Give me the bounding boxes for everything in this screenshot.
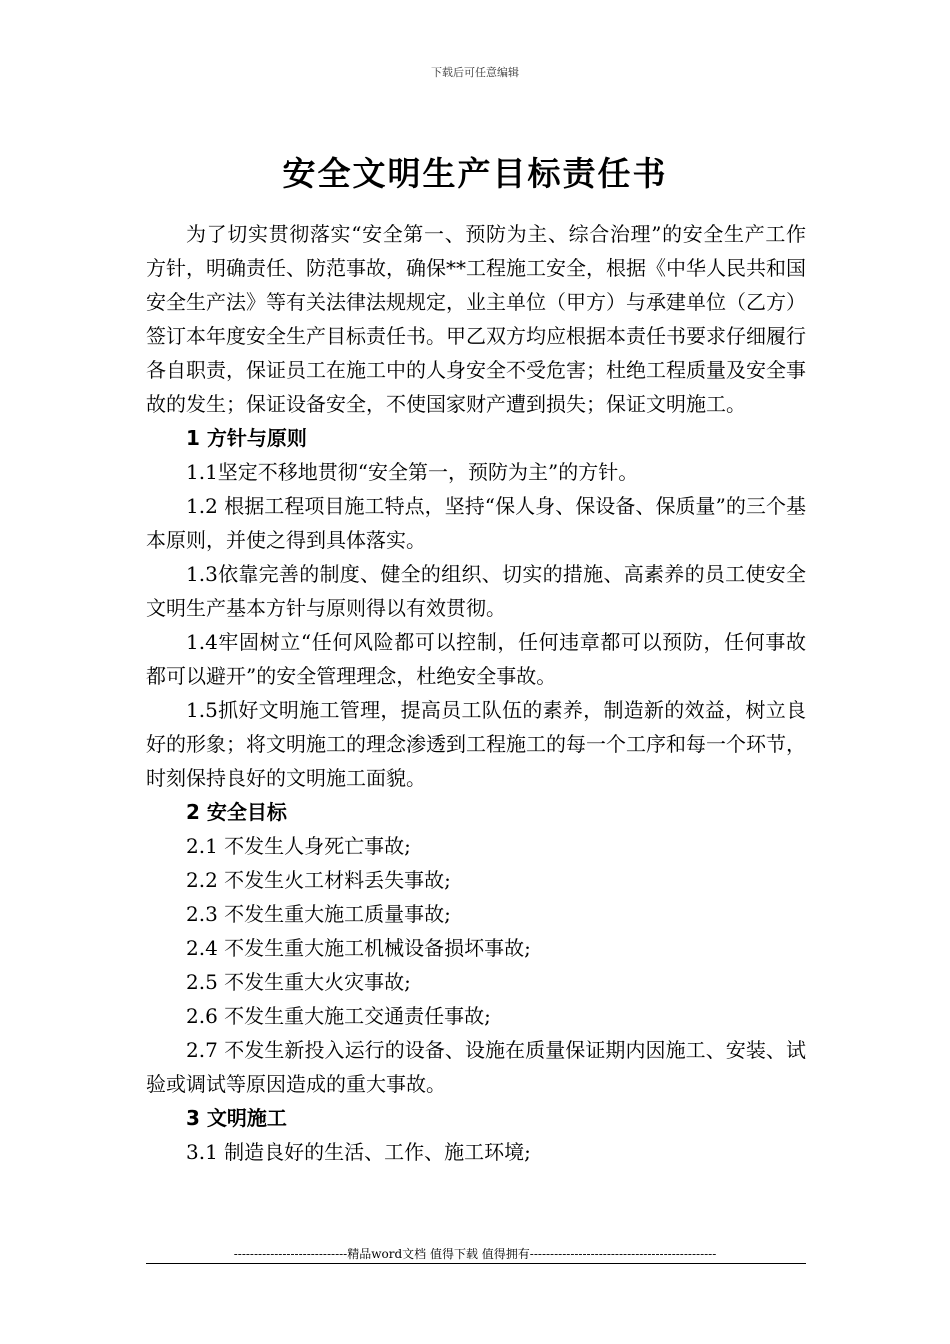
section-1-item: 1.5抓好文明施工管理，提高员工队伍的素养，制造新的效益，树立良好的形象；将文明施工的理念渗透到工程施工的每一个工序和每一个环节，时刻保持良好的文明施工面貌。 [146, 698, 806, 790]
section-2-item: 2.4 不发生重大施工机械设备损坏事故; [186, 936, 531, 960]
intro-paragraph: 为了切实贯彻落实“安全第一、预防为主、综合治理”的安全生产工作方针，明确责任、防范事故，确保**工程施工安全，根据《中华人民共和国安全生产法》等有关法律法规规定，业主单位（甲方）与承建单位（乙方）签订本年度安全生产目标责任书。甲乙双方均应根据本责任书要求仔细履行各自职责，保证员工在施工中的人身安全不受危害；杜绝工程质量及安全事故的发生；保证设备安全，不使国家财产遭到损失；保证文明施工。 [146, 222, 806, 416]
section-2-item: 2.2 不发生火工材料丢失事故; [186, 868, 451, 892]
section-1-item: 1.1坚定不移地贯彻“安全第一，预防为主”的方针。 [186, 460, 639, 484]
section-2-item: 2.7 不发生新投入运行的设备、设施在质量保证期内因施工、安装、试验或调试等原因造成的重大事故。 [146, 1038, 806, 1096]
section-2-item: 2.5 不发生重大火灾事故; [186, 970, 411, 994]
section-2-item: 2.1 不发生人身死亡事故; [186, 834, 411, 858]
section-2-heading: 2 安全目标 [186, 800, 287, 824]
document-title: 安全文明生产目标责任书 [282, 154, 668, 193]
section-1-item: 1.2 根据工程项目施工特点，坚持“保人身、保设备、保质量”的三个基本原则，并使之得到具体落实。 [146, 494, 806, 552]
section-3-item: 3.1 制造良好的生活、工作、施工环境; [186, 1140, 531, 1164]
footer-note: ----------------------------精品word文档 值得下载 值得拥有---------------------------------------------- [233, 1247, 717, 1261]
footer-divider [146, 1263, 806, 1264]
header-note: 下载后可任意编辑 [431, 66, 519, 79]
document-body [146, 217, 806, 1169]
section-3-heading: 3 文明施工 [186, 1106, 287, 1130]
section-2-item: 2.3 不发生重大施工质量事故; [186, 902, 451, 926]
section-2-item: 2.6 不发生重大施工交通责任事故; [186, 1004, 491, 1028]
section-1-item: 1.4牢固树立“任何风险都可以控制，任何违章都可以预防，任何事故都可以避开”的安全管理理念，杜绝安全事故。 [146, 630, 806, 688]
section-1-item: 1.3依靠完善的制度、健全的组织、切实的措施、高素养的员工使安全文明生产基本方针与原则得以有效贯彻。 [146, 562, 806, 620]
section-1-heading: 1 方针与原则 [186, 426, 307, 450]
